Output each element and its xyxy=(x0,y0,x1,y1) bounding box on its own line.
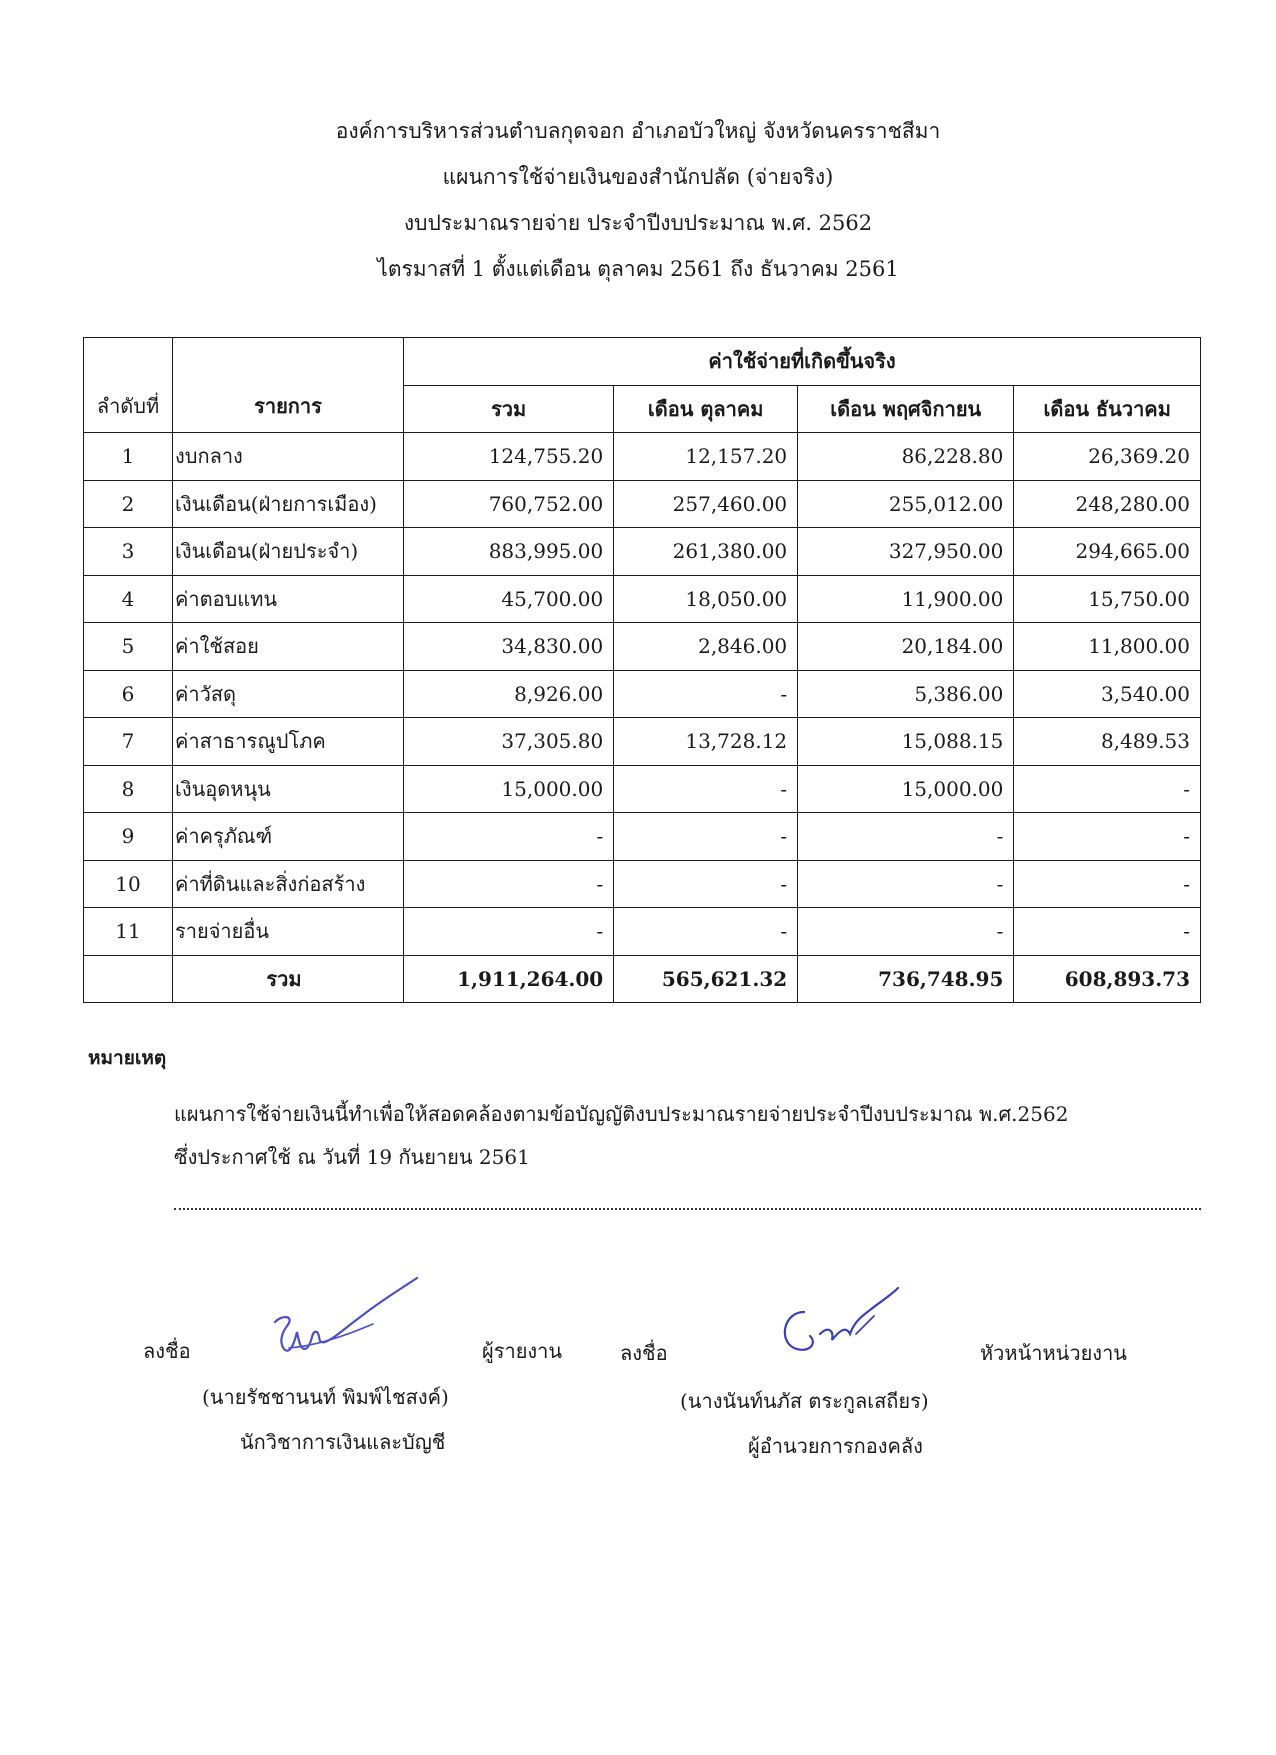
row-number: 5 xyxy=(84,623,173,671)
row-item: งบกลาง xyxy=(173,433,404,481)
row-oct: - xyxy=(614,908,798,956)
total-oct: 565,621.32 xyxy=(614,955,798,1003)
right-signer-name: (นางนันท์นภัส ตระกูลเสถียร) xyxy=(680,1389,929,1413)
plan-title: แผนการใช้จ่ายเงินของสำนักปลัด (จ่ายจริง) xyxy=(442,165,834,189)
row-nov: 5,386.00 xyxy=(798,670,1014,718)
row-item: เงินเดือน(ฝ่ายประจำ) xyxy=(173,528,404,576)
row-total: 8,926.00 xyxy=(404,670,614,718)
row-number: 2 xyxy=(84,480,173,528)
table-row xyxy=(84,433,1201,481)
row-dec: - xyxy=(1014,765,1201,813)
table-total-row xyxy=(84,955,1201,1003)
row-oct: - xyxy=(614,765,798,813)
col-header-oct: เดือน ตุลาคม xyxy=(614,385,798,433)
row-item: รายจ่ายอื่น xyxy=(173,908,404,956)
row-item: เงินอุดหนุน xyxy=(173,765,404,813)
row-oct: 12,157.20 xyxy=(614,433,798,481)
row-nov: 15,088.15 xyxy=(798,718,1014,766)
group-header-actual: ค่าใช้จ่ายที่เกิดขึ้นจริง xyxy=(404,338,1201,386)
row-number: 10 xyxy=(84,860,173,908)
row-number: 4 xyxy=(84,575,173,623)
row-number: 9 xyxy=(84,813,173,861)
col-header-total: รวม xyxy=(404,385,614,433)
org-name: องค์การบริหารส่วนตำบลกุดจอก อำเภอบัวใหญ่ จังหวัดนครราชสีมา xyxy=(335,119,941,143)
row-total: - xyxy=(404,908,614,956)
right-signature-mark xyxy=(770,1282,910,1372)
right-role-label: หัวหน้าหน่วยงาน xyxy=(980,1341,1127,1365)
budget-year: งบประมาณรายจ่าย ประจำปีงบประมาณ พ.ศ. 2562 xyxy=(403,211,873,235)
row-number: 6 xyxy=(84,670,173,718)
left-signer-position: นักวิชาการเงินและบัญชี xyxy=(240,1430,446,1454)
row-total: 883,995.00 xyxy=(404,528,614,576)
col-header-no: ลำดับที่ xyxy=(84,338,173,433)
row-total: 760,752.00 xyxy=(404,480,614,528)
row-oct: - xyxy=(614,670,798,718)
row-dec: - xyxy=(1014,860,1201,908)
table-row xyxy=(84,908,1201,956)
row-dec: 11,800.00 xyxy=(1014,623,1201,671)
total-row-number xyxy=(84,955,173,1003)
row-total: 37,305.80 xyxy=(404,718,614,766)
right-sign-label: ลงชื่อ xyxy=(620,1341,668,1365)
row-dec: 8,489.53 xyxy=(1014,718,1201,766)
row-dec: 3,540.00 xyxy=(1014,670,1201,718)
right-signer-position: ผู้อำนวยการกองคลัง xyxy=(748,1434,923,1458)
row-total: 15,000.00 xyxy=(404,765,614,813)
row-total: 34,830.00 xyxy=(404,623,614,671)
row-item: ค่าที่ดินและสิ่งก่อสร้าง xyxy=(173,860,404,908)
table-row xyxy=(84,670,1201,718)
table-row xyxy=(84,860,1201,908)
dotted-divider xyxy=(174,1208,1201,1210)
total-dec: 608,893.73 xyxy=(1014,955,1201,1003)
row-total: - xyxy=(404,813,614,861)
col-header-nov: เดือน พฤศจิกายน xyxy=(798,385,1014,433)
row-oct: 2,846.00 xyxy=(614,623,798,671)
row-number: 8 xyxy=(84,765,173,813)
row-nov: - xyxy=(798,860,1014,908)
row-number: 7 xyxy=(84,718,173,766)
row-total: 45,700.00 xyxy=(404,575,614,623)
total-label: รวม xyxy=(173,955,404,1003)
row-nov: 11,900.00 xyxy=(798,575,1014,623)
row-dec: - xyxy=(1014,813,1201,861)
col-header-dec: เดือน ธันวาคม xyxy=(1014,385,1201,433)
total-nov: 736,748.95 xyxy=(798,955,1014,1003)
row-nov: 327,950.00 xyxy=(798,528,1014,576)
row-nov: 15,000.00 xyxy=(798,765,1014,813)
row-oct: - xyxy=(614,860,798,908)
remarks-line-2: ซึ่งประกาศใช้ ณ วันที่ 19 กันยายน 2561 xyxy=(174,1145,530,1169)
row-number: 1 xyxy=(84,433,173,481)
table-row xyxy=(84,813,1201,861)
row-dec: 294,665.00 xyxy=(1014,528,1201,576)
row-dec: 26,369.20 xyxy=(1014,433,1201,481)
row-total: - xyxy=(404,860,614,908)
row-item: ค่าสาธารณูปโภค xyxy=(173,718,404,766)
remarks-line-1: แผนการใช้จ่ายเงินนี้ทำเพื่อให้สอดคล้องตามข้อบัญญัติงบประมาณรายจ่ายประจำปีงบประมาณ พ.ศ.2562 xyxy=(174,1102,1069,1126)
quarter-range: ไตรมาสที่ 1 ตั้งแต่เดือน ตุลาคม 2561 ถึง ธันวาคม 2561 xyxy=(377,257,899,281)
table-row xyxy=(84,480,1201,528)
row-nov: 86,228.80 xyxy=(798,433,1014,481)
table-row xyxy=(84,623,1201,671)
row-item: ค่าใช้สอย xyxy=(173,623,404,671)
row-nov: 255,012.00 xyxy=(798,480,1014,528)
row-item: ค่าครุภัณฑ์ xyxy=(173,813,404,861)
row-nov: - xyxy=(798,813,1014,861)
row-number: 11 xyxy=(84,908,173,956)
row-dec: 15,750.00 xyxy=(1014,575,1201,623)
row-item: เงินเดือน(ฝ่ายการเมือง) xyxy=(173,480,404,528)
left-role-label: ผู้รายงาน xyxy=(482,1339,563,1363)
table-row xyxy=(84,765,1201,813)
row-oct: 13,728.12 xyxy=(614,718,798,766)
row-oct: 18,050.00 xyxy=(614,575,798,623)
table-row xyxy=(84,575,1201,623)
row-total: 124,755.20 xyxy=(404,433,614,481)
row-number: 3 xyxy=(84,528,173,576)
left-sign-label: ลงชื่อ xyxy=(143,1339,191,1363)
row-nov: - xyxy=(798,908,1014,956)
row-item: ค่าตอบแทน xyxy=(173,575,404,623)
left-signature-mark xyxy=(255,1270,425,1380)
table-row xyxy=(84,528,1201,576)
row-oct: 261,380.00 xyxy=(614,528,798,576)
row-dec: 248,280.00 xyxy=(1014,480,1201,528)
table-row xyxy=(84,718,1201,766)
expense-table xyxy=(83,337,1201,1003)
row-oct: 257,460.00 xyxy=(614,480,798,528)
row-nov: 20,184.00 xyxy=(798,623,1014,671)
document-header xyxy=(0,108,1276,292)
row-item: ค่าวัสดุ xyxy=(173,670,404,718)
row-dec: - xyxy=(1014,908,1201,956)
row-oct: - xyxy=(614,813,798,861)
total-sum: 1,911,264.00 xyxy=(404,955,614,1003)
remarks-title: หมายเหตุ xyxy=(88,1047,167,1069)
left-signer-name: (นายรัชชานนท์ พิมพ์ไชสงค์) xyxy=(202,1385,449,1409)
col-header-item: รายการ xyxy=(173,338,404,433)
